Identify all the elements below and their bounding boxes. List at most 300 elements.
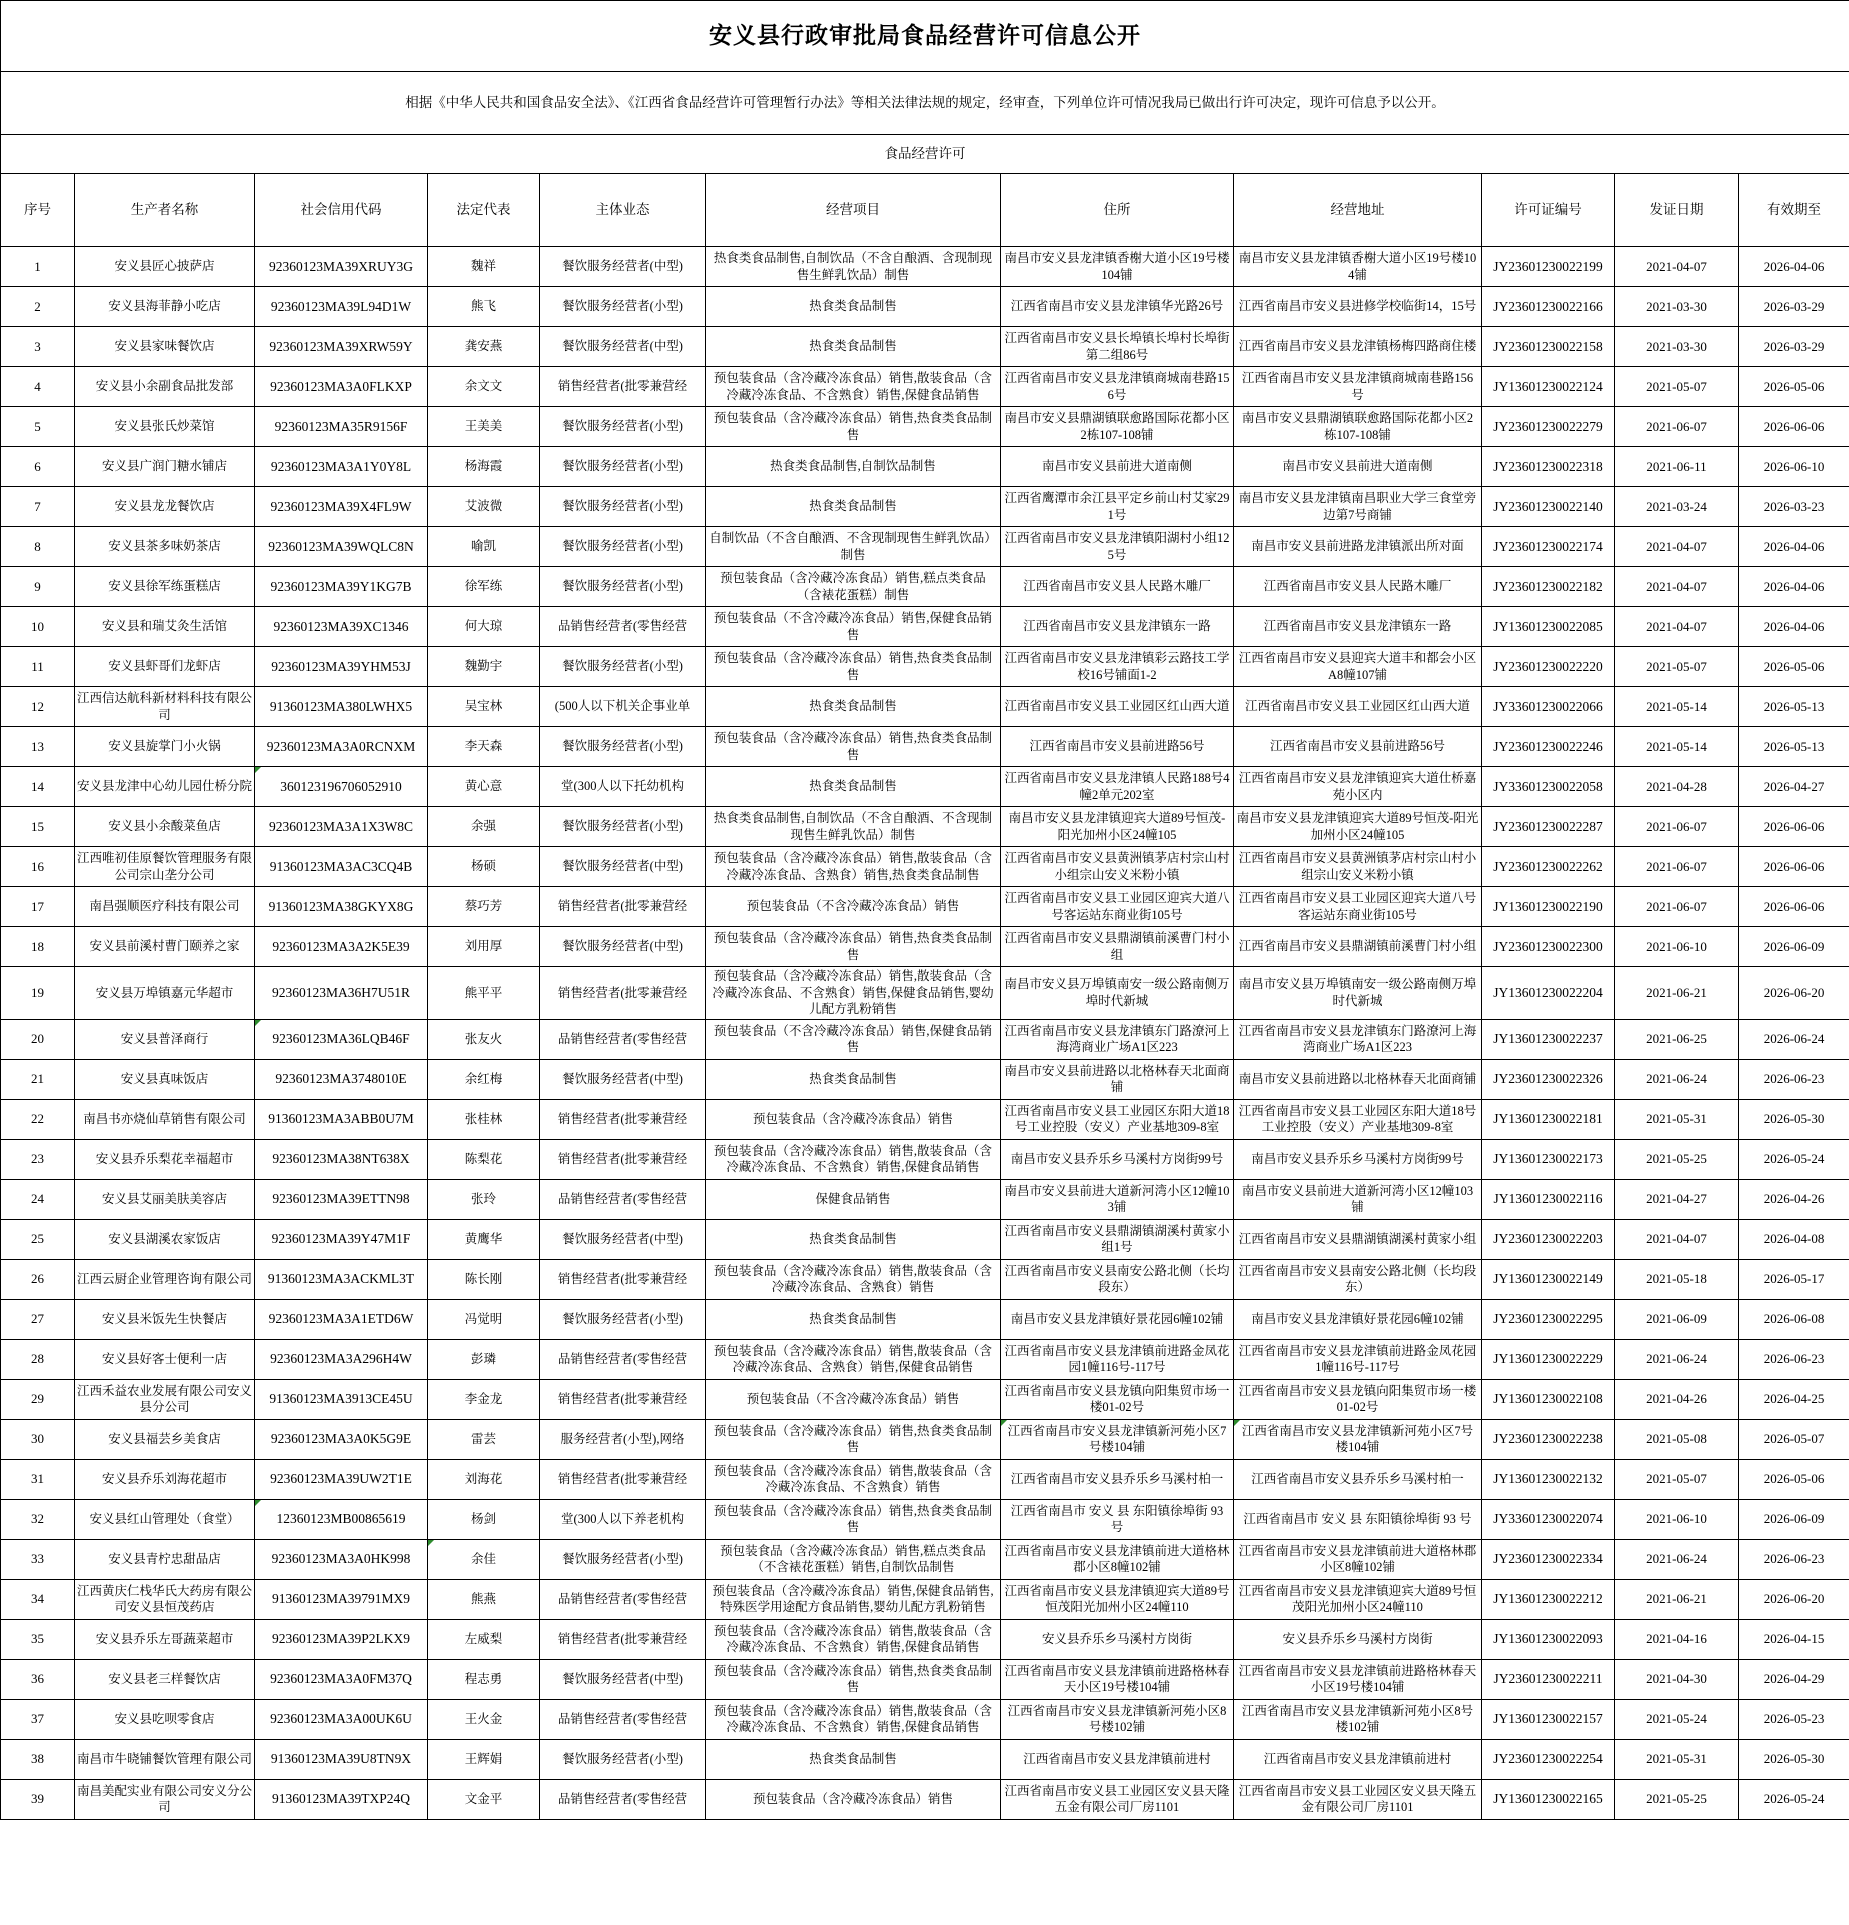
cell-rep: 王美美 — [428, 407, 540, 447]
cell-biz-addr: 江西省南昌市 安义 县 东阳镇徐埠街 93 号 — [1234, 1499, 1482, 1539]
cell-rep: 杨海霞 — [428, 447, 540, 487]
cell-code: 92360123MA36H7U51R — [255, 967, 428, 1020]
column-header-business-items: 经营项目 — [706, 174, 1001, 247]
cell-no: 29 — [1, 1379, 75, 1419]
cell-type: 餐饮服务经营者(小型) — [540, 287, 706, 327]
cell-items: 热食类食品制售 — [706, 687, 1001, 727]
cell-no: 28 — [1, 1339, 75, 1379]
cell-items: 预包装食品（含冷藏冷冻食品）销售,散装食品（含冷藏冷冻食品、不含熟食）销售,保健食品销售 — [706, 1139, 1001, 1179]
cell-items: 预包装食品（含冷藏冷冻食品）销售,散装食品（含冷藏冷冻食品、含熟食）销售 — [706, 1259, 1001, 1299]
cell-name: 安义县老三样餐饮店 — [75, 1659, 255, 1699]
cell-license: JY33601230022058 — [1482, 767, 1615, 807]
cell-no: 1 — [1, 247, 75, 287]
cell-license: JY13601230022165 — [1482, 1779, 1615, 1819]
table-row — [1, 1219, 1849, 1259]
cell-rep: 蔡巧芳 — [428, 887, 540, 927]
cell-expire: 2026-04-27 — [1739, 767, 1849, 807]
cell-comment-marker — [255, 767, 261, 773]
cell-addr: 南昌市安义县乔乐乡马溪村方岗街99号 — [1001, 1139, 1234, 1179]
cell-addr: 江西省南昌市安义县龙津镇前进路金凤花园1幢116号-117号 — [1001, 1339, 1234, 1379]
section-title: 食品经营许可 — [1, 135, 1849, 174]
cell-expire: 2026-04-06 — [1739, 607, 1849, 647]
cell-items: 保健食品销售 — [706, 1179, 1001, 1219]
cell-code: 92360123MA39XC1346 — [255, 607, 428, 647]
cell-biz-addr: 南昌市安义县前进路龙津镇派出所对面 — [1234, 527, 1482, 567]
cell-license: JY33601230022074 — [1482, 1499, 1615, 1539]
cell-biz-addr: 南昌市安义县龙津镇迎宾大道89号恒茂-阳光加州小区24幢105 — [1234, 807, 1482, 847]
cell-no: 26 — [1, 1259, 75, 1299]
cell-code: 92360123MA38NT638X — [255, 1139, 428, 1179]
cell-issue: 2021-06-09 — [1615, 1299, 1739, 1339]
table-row — [1, 1179, 1849, 1219]
cell-rep: 艾波微 — [428, 487, 540, 527]
cell-type: 餐饮服务经营者(中型) — [540, 1219, 706, 1259]
cell-code: 92360123MA3A296H4W — [255, 1339, 428, 1379]
table-row — [1, 1299, 1849, 1339]
cell-items: 预包装食品（不含冷藏冷冻食品）销售,保健食品销售 — [706, 1019, 1001, 1059]
cell-issue: 2021-05-18 — [1615, 1259, 1739, 1299]
cell-license: JY23601230022140 — [1482, 487, 1615, 527]
cell-expire: 2026-04-08 — [1739, 1219, 1849, 1259]
cell-items: 预包装食品（含冷藏冷冻食品）销售,热食类食品制售 — [706, 1659, 1001, 1699]
cell-biz-addr: 江西省南昌市安义县龙津镇新河苑小区7号楼104铺 — [1234, 1419, 1482, 1459]
cell-no: 34 — [1, 1579, 75, 1619]
cell-rep: 文金平 — [428, 1779, 540, 1819]
cell-license: JY13601230022108 — [1482, 1379, 1615, 1419]
cell-expire: 2026-05-24 — [1739, 1139, 1849, 1179]
cell-issue: 2021-04-07 — [1615, 1219, 1739, 1259]
cell-license: JY13601230022204 — [1482, 967, 1615, 1020]
cell-license: JY13601230022190 — [1482, 887, 1615, 927]
cell-name: 安义县真味饭店 — [75, 1059, 255, 1099]
cell-rep: 彭璘 — [428, 1339, 540, 1379]
table-row — [1, 647, 1849, 687]
cell-rep: 余文文 — [428, 367, 540, 407]
cell-name: 安义县艾丽美肤美容店 — [75, 1179, 255, 1219]
cell-biz-addr: 江西省南昌市安义县龙津镇商城南巷路156号 — [1234, 367, 1482, 407]
cell-items: 热食类食品制售,自制饮品（不含自酿酒、含现制现售生鲜乳饮品）制售 — [706, 247, 1001, 287]
cell-addr: 江西省南昌市安义县乔乐乡马溪村柏一 — [1001, 1459, 1234, 1499]
cell-biz-addr: 江西省南昌市安义县龙津镇杨梅四路商住楼 — [1234, 327, 1482, 367]
cell-no: 27 — [1, 1299, 75, 1339]
cell-issue: 2021-05-07 — [1615, 1459, 1739, 1499]
cell-expire: 2026-03-29 — [1739, 287, 1849, 327]
cell-issue: 2021-04-07 — [1615, 567, 1739, 607]
cell-items: 预包装食品（含冷藏冷冻食品）销售 — [706, 1779, 1001, 1819]
cell-code: 92360123MA3A0FM37Q — [255, 1659, 428, 1699]
cell-expire: 2026-06-08 — [1739, 1299, 1849, 1339]
cell-name: 江西禾益农业发展有限公司安义县分公司 — [75, 1379, 255, 1419]
cell-license: JY13601230022157 — [1482, 1699, 1615, 1739]
cell-no: 7 — [1, 487, 75, 527]
cell-items: 预包装食品（含冷藏冷冻食品）销售,散装食品（含冷藏冷冻食品、含熟食）销售,热食类食品制售 — [706, 847, 1001, 887]
cell-rep: 杨剑 — [428, 1499, 540, 1539]
cell-code: 91360123MA3ABB0U7M — [255, 1099, 428, 1139]
cell-addr: 江西省南昌市安义县龙津镇新河苑小区8号楼102铺 — [1001, 1699, 1234, 1739]
cell-type: 餐饮服务经营者(小型) — [540, 1739, 706, 1779]
cell-code: 92360123MA36LQB46F — [255, 1019, 428, 1059]
cell-license: JY13601230022173 — [1482, 1139, 1615, 1179]
cell-items: 热食类食品制售 — [706, 1299, 1001, 1339]
table-row — [1, 687, 1849, 727]
cell-rep: 李天森 — [428, 727, 540, 767]
cell-no: 38 — [1, 1739, 75, 1779]
cell-license: JY23601230022220 — [1482, 647, 1615, 687]
cell-code: 91360123MA3913CE45U — [255, 1379, 428, 1419]
table-row — [1, 967, 1849, 1020]
cell-addr: 江西省南昌市安义县前进路56号 — [1001, 727, 1234, 767]
cell-expire: 2026-05-23 — [1739, 1699, 1849, 1739]
cell-type: 堂(300人以下养老机构 — [540, 1499, 706, 1539]
cell-name: 安义县好客士便利一店 — [75, 1339, 255, 1379]
cell-expire: 2026-04-15 — [1739, 1619, 1849, 1659]
cell-no: 21 — [1, 1059, 75, 1099]
cell-code: 92360123MA3A0HK998 — [255, 1539, 428, 1579]
cell-biz-addr: 江西省南昌市安义县工业园区迎宾大道八号客运站东商业街105号 — [1234, 887, 1482, 927]
cell-addr: 南昌市安义县龙津镇迎宾大道89号恒茂-阳光加州小区24幢105 — [1001, 807, 1234, 847]
cell-items: 预包装食品（含冷藏冷冻食品）销售,散装食品（含冷藏冷冻食品、不含熟食）销售,保健食品销售 — [706, 1699, 1001, 1739]
table-row — [1, 887, 1849, 927]
table-row — [1, 1659, 1849, 1699]
cell-name: 安义县乔乐刘海花超市 — [75, 1459, 255, 1499]
cell-biz-addr: 江西省南昌市安义县龙津镇前进路金凤花园1幢116号-117号 — [1234, 1339, 1482, 1379]
column-header-valid-until: 有效期至 — [1739, 174, 1849, 247]
cell-biz-addr: 江西省南昌市安义县龙津镇新河苑小区8号楼102铺 — [1234, 1699, 1482, 1739]
cell-addr: 江西省南昌市安义县龙津镇彩云路技工学校16号铺面1-2 — [1001, 647, 1234, 687]
column-header-legal-rep: 法定代表 — [428, 174, 540, 247]
cell-expire: 2026-06-06 — [1739, 407, 1849, 447]
cell-no: 32 — [1, 1499, 75, 1539]
cell-issue: 2021-05-14 — [1615, 687, 1739, 727]
cell-items: 热食类食品制售 — [706, 1219, 1001, 1259]
cell-issue: 2021-04-07 — [1615, 247, 1739, 287]
cell-license: JY23601230022174 — [1482, 527, 1615, 567]
cell-items: 预包装食品（不含冷藏冷冻食品）销售 — [706, 887, 1001, 927]
table-row — [1, 1579, 1849, 1619]
cell-rep: 何大琼 — [428, 607, 540, 647]
cell-addr: 江西省南昌市安义县龙津镇前进大道格林郡小区8幢102铺 — [1001, 1539, 1234, 1579]
cell-expire: 2026-05-13 — [1739, 727, 1849, 767]
cell-expire: 2026-06-23 — [1739, 1339, 1849, 1379]
cell-type: 餐饮服务经营者(小型) — [540, 567, 706, 607]
table-row — [1, 727, 1849, 767]
cell-biz-addr: 南昌市安义县龙津镇香榭大道小区19号楼104铺 — [1234, 247, 1482, 287]
cell-license: JY23601230022158 — [1482, 327, 1615, 367]
cell-name: 安义县前溪村曹门颐养之家 — [75, 927, 255, 967]
cell-name: 安义县米饭先生快餐店 — [75, 1299, 255, 1339]
cell-name: 安义县万埠镇嘉元华超市 — [75, 967, 255, 1020]
table-row — [1, 767, 1849, 807]
cell-biz-addr: 江西省南昌市安义县龙津镇迎宾大道89号恒茂阳光加州小区24幢110 — [1234, 1579, 1482, 1619]
cell-items: 热食类食品制售 — [706, 767, 1001, 807]
cell-license: JY23601230022203 — [1482, 1219, 1615, 1259]
column-header-business-address: 经营地址 — [1234, 174, 1482, 247]
cell-biz-addr: 南昌市安义县龙津镇好景花园6幢102铺 — [1234, 1299, 1482, 1339]
cell-addr: 江西省南昌市安义县工业园区红山西大道 — [1001, 687, 1234, 727]
cell-name: 安义县乔乐左哥蔬菜超市 — [75, 1619, 255, 1659]
cell-type: 餐饮服务经营者(中型) — [540, 927, 706, 967]
cell-addr: 江西省南昌市安义县工业园区安义县天隆五金有限公司厂房1101 — [1001, 1779, 1234, 1819]
cell-addr: 南昌市安义县龙津镇香榭大道小区19号楼104铺 — [1001, 247, 1234, 287]
table-row — [1, 1259, 1849, 1299]
intro-note: 相据《中华人民共和国食品安全法》、《江西省食品经营许可管理暂行办法》等相关法律法规的规定，经审查，下列单位许可情况我局已做出行许可决定，现许可信息予以公开。 — [1, 72, 1849, 135]
cell-type: 销售经营者(批零兼营经 — [540, 967, 706, 1020]
cell-no: 16 — [1, 847, 75, 887]
cell-type: 品销售经营者(零售经营 — [540, 1579, 706, 1619]
cell-issue: 2021-06-21 — [1615, 967, 1739, 1020]
cell-items: 预包装食品（含冷藏冷冻食品）销售,糕点类食品（不含裱花蛋糕）销售,自制饮品制售 — [706, 1539, 1001, 1579]
cell-code: 91360123MA3ACKML3T — [255, 1259, 428, 1299]
cell-expire: 2026-06-06 — [1739, 847, 1849, 887]
cell-issue: 2021-04-26 — [1615, 1379, 1739, 1419]
table-row — [1, 407, 1849, 447]
cell-license: JY23601230022182 — [1482, 567, 1615, 607]
cell-issue: 2021-06-21 — [1615, 1579, 1739, 1619]
cell-items: 预包装食品（含冷藏冷冻食品）销售,热食类食品制售 — [706, 407, 1001, 447]
cell-comment-marker — [255, 1020, 261, 1026]
cell-name: 安义县海菲静小吃店 — [75, 287, 255, 327]
cell-comment-marker — [255, 1500, 261, 1506]
cell-addr: 江西省南昌市安义县鼎湖镇湖溪村黄家小组1号 — [1001, 1219, 1234, 1259]
cell-addr: 南昌市安义县前进大道南侧 — [1001, 447, 1234, 487]
cell-rep: 熊平平 — [428, 967, 540, 1020]
cell-items: 预包装食品（不含冷藏冷冻食品）销售,保健食品销售 — [706, 607, 1001, 647]
cell-expire: 2026-05-07 — [1739, 1419, 1849, 1459]
cell-biz-addr: 南昌市安义县前进大道新河湾小区12幢103铺 — [1234, 1179, 1482, 1219]
cell-biz-addr: 江西省南昌市安义县龙津镇东门路潦河上海湾商业广场A1区223 — [1234, 1019, 1482, 1059]
cell-no: 2 — [1, 287, 75, 327]
column-header-no: 序号 — [1, 174, 75, 247]
cell-biz-addr: 南昌市安义县鼎湖镇联愈路国际花都小区2栋107-108铺 — [1234, 407, 1482, 447]
cell-license: JY23601230022287 — [1482, 807, 1615, 847]
table-row — [1, 1099, 1849, 1139]
cell-name: 安义县旋掌门小火锅 — [75, 727, 255, 767]
cell-no: 10 — [1, 607, 75, 647]
cell-no: 20 — [1, 1019, 75, 1059]
cell-name: 江西黄庆仁栈华氏大药房有限公司安义县恒茂药店 — [75, 1579, 255, 1619]
cell-name: 南昌书亦烧仙草销售有限公司 — [75, 1099, 255, 1139]
cell-rep: 张玲 — [428, 1179, 540, 1219]
cell-code: 92360123MA39P2LKX9 — [255, 1619, 428, 1659]
cell-issue: 2021-06-11 — [1615, 447, 1739, 487]
cell-items: 预包装食品（含冷藏冷冻食品）销售,散装食品（含冷藏冷冻食品、不含熟食）销售,保健食品销售,婴幼儿配方乳粉销售 — [706, 967, 1001, 1020]
cell-rep: 余红梅 — [428, 1059, 540, 1099]
page-title: 安义县行政审批局食品经营许可信息公开 — [1, 1, 1849, 72]
cell-rep: 余佳 — [428, 1539, 540, 1579]
cell-code: 92360123MA39YHM53J — [255, 647, 428, 687]
cell-name: 安义县普泽商行 — [75, 1019, 255, 1059]
cell-items: 热食类食品制售 — [706, 487, 1001, 527]
column-header-license-no: 许可证编号 — [1482, 174, 1615, 247]
cell-expire: 2026-06-24 — [1739, 1019, 1849, 1059]
cell-name: 安义县和瑞艾灸生活馆 — [75, 607, 255, 647]
cell-no: 31 — [1, 1459, 75, 1499]
cell-no: 37 — [1, 1699, 75, 1739]
cell-license: JY23601230022279 — [1482, 407, 1615, 447]
cell-items: 热食类食品制售,自制饮品制售 — [706, 447, 1001, 487]
cell-code: 92360123MA39ETTN98 — [255, 1179, 428, 1219]
cell-items: 预包装食品（含冷藏冷冻食品）销售,散装食品（含冷藏冷冻食品、不含熟食）销售,保健食品销售 — [706, 1619, 1001, 1659]
cell-addr: 江西省南昌市安义县工业园区迎宾大道八号客运站东商业街105号 — [1001, 887, 1234, 927]
cell-license: JY33601230022066 — [1482, 687, 1615, 727]
cell-expire: 2026-05-24 — [1739, 1779, 1849, 1819]
cell-no: 30 — [1, 1419, 75, 1459]
cell-expire: 2026-06-23 — [1739, 1059, 1849, 1099]
cell-issue: 2021-04-27 — [1615, 1179, 1739, 1219]
cell-license: JY23601230022254 — [1482, 1739, 1615, 1779]
cell-license: JY23601230022300 — [1482, 927, 1615, 967]
cell-license: JY23601230022199 — [1482, 247, 1615, 287]
table-row — [1, 847, 1849, 887]
cell-biz-addr: 南昌市安义县乔乐乡马溪村方岗街99号 — [1234, 1139, 1482, 1179]
table-header-row — [1, 174, 1849, 247]
cell-expire: 2026-06-23 — [1739, 1539, 1849, 1579]
cell-addr: 江西省南昌市安义县龙津镇华光路26号 — [1001, 287, 1234, 327]
cell-biz-addr: 江西省南昌市安义县龙津镇前进路格林春天小区19号楼104铺 — [1234, 1659, 1482, 1699]
table-body — [1, 247, 1849, 1820]
cell-expire: 2026-05-06 — [1739, 647, 1849, 687]
cell-addr: 江西省南昌市安义县工业园区东阳大道18号工业控股（安义）产业基地309-8室 — [1001, 1099, 1234, 1139]
cell-no: 39 — [1, 1779, 75, 1819]
cell-license: JY23601230022295 — [1482, 1299, 1615, 1339]
cell-type: 销售经营者(批零兼营经 — [540, 1379, 706, 1419]
cell-biz-addr: 南昌市安义县前进路以北格林春天北面商铺 — [1234, 1059, 1482, 1099]
cell-no: 36 — [1, 1659, 75, 1699]
cell-type: 餐饮服务经营者(小型) — [540, 407, 706, 447]
cell-expire: 2026-05-13 — [1739, 687, 1849, 727]
cell-code: 92360123MA3A0K5G9E — [255, 1419, 428, 1459]
cell-addr: 江西省南昌市安义县龙津镇前进路格林春天小区19号楼104铺 — [1001, 1659, 1234, 1699]
cell-items: 预包装食品（含冷藏冷冻食品）销售,散装食品（含冷藏冷冻食品、含熟食）销售,保健食品销售 — [706, 1339, 1001, 1379]
cell-issue: 2021-06-24 — [1615, 1539, 1739, 1579]
cell-issue: 2021-06-07 — [1615, 887, 1739, 927]
table-row — [1, 927, 1849, 967]
cell-expire: 2026-05-30 — [1739, 1099, 1849, 1139]
table-row — [1, 367, 1849, 407]
column-header-residence: 住所 — [1001, 174, 1234, 247]
cell-type: 餐饮服务经营者(中型) — [540, 247, 706, 287]
cell-code: 91360123MA39TXP24Q — [255, 1779, 428, 1819]
cell-items: 热食类食品制售 — [706, 287, 1001, 327]
cell-no: 15 — [1, 807, 75, 847]
cell-code: 92360123MA39XRUY3G — [255, 247, 428, 287]
cell-biz-addr: 江西省南昌市安义县鼎湖镇湖溪村黄家小组 — [1234, 1219, 1482, 1259]
cell-addr: 安义县乔乐乡马溪村方岗街 — [1001, 1619, 1234, 1659]
table-row — [1, 807, 1849, 847]
table-row — [1, 607, 1849, 647]
cell-code: 92360123MA39Y47M1F — [255, 1219, 428, 1259]
cell-name: 江西信达航科新材料科技有限公司 — [75, 687, 255, 727]
cell-code: 92360123MA39XRW59Y — [255, 327, 428, 367]
cell-no: 35 — [1, 1619, 75, 1659]
cell-type: 销售经营者(批零兼营经 — [540, 1099, 706, 1139]
cell-addr: 南昌市安义县龙津镇好景花园6幢102铺 — [1001, 1299, 1234, 1339]
table-row — [1, 1419, 1849, 1459]
cell-biz-addr: 南昌市安义县龙津镇南昌职业大学三食堂旁边第7号商铺 — [1234, 487, 1482, 527]
cell-items: 热食类食品制售 — [706, 1059, 1001, 1099]
cell-items: 预包装食品（含冷藏冷冻食品）销售 — [706, 1099, 1001, 1139]
cell-issue: 2021-06-07 — [1615, 407, 1739, 447]
cell-addr: 江西省南昌市安义县人民路木雕厂 — [1001, 567, 1234, 607]
cell-addr: 江西省南昌市安义县龙津镇前进村 — [1001, 1739, 1234, 1779]
cell-no: 12 — [1, 687, 75, 727]
cell-items: 热食类食品制售,自制饮品（不含自酿酒、不含现制现售生鲜乳饮品）制售 — [706, 807, 1001, 847]
cell-issue: 2021-05-25 — [1615, 1139, 1739, 1179]
cell-license: JY13601230022212 — [1482, 1579, 1615, 1619]
cell-biz-addr: 江西省南昌市安义县龙津镇前进村 — [1234, 1739, 1482, 1779]
cell-code: 92360123MA3A1ETD6W — [255, 1299, 428, 1339]
table-row — [1, 1059, 1849, 1099]
cell-issue: 2021-03-30 — [1615, 287, 1739, 327]
cell-expire: 2026-06-09 — [1739, 927, 1849, 967]
cell-code: 91360123MA3AC3CQ4B — [255, 847, 428, 887]
cell-items: 热食类食品制售 — [706, 327, 1001, 367]
cell-issue: 2021-06-07 — [1615, 807, 1739, 847]
cell-biz-addr: 江西省南昌市安义县鼎湖镇前溪曹门村小组 — [1234, 927, 1482, 967]
cell-code: 92360123MA3A0FLKXP — [255, 367, 428, 407]
table-row — [1, 1139, 1849, 1179]
cell-addr: 南昌市安义县万埠镇南安一级公路南侧万埠时代新城 — [1001, 967, 1234, 1020]
cell-addr: 江西省南昌市安义县龙津镇阳湖村小组125号 — [1001, 527, 1234, 567]
cell-type: 品销售经营者(零售经营 — [540, 1699, 706, 1739]
cell-rep: 张桂林 — [428, 1099, 540, 1139]
cell-biz-addr: 江西省南昌市安义县南安公路北侧（长均段东） — [1234, 1259, 1482, 1299]
cell-no: 18 — [1, 927, 75, 967]
table-row — [1, 447, 1849, 487]
cell-biz-addr: 江西省南昌市安义县乔乐乡马溪村柏一 — [1234, 1459, 1482, 1499]
cell-items: 预包装食品（含冷藏冷冻食品）销售,散装食品（含冷藏冷冻食品、不含熟食）销售,保健食品销售 — [706, 367, 1001, 407]
cell-items: 预包装食品（含冷藏冷冻食品）销售,糕点类食品（含裱花蛋糕）制售 — [706, 567, 1001, 607]
cell-items: 自制饮品（不含自酿酒、不含现制现售生鲜乳饮品）制售 — [706, 527, 1001, 567]
cell-comment-marker — [1001, 1420, 1007, 1426]
cell-code: 92360123MA3A2K5E39 — [255, 927, 428, 967]
cell-addr: 江西省南昌市安义县龙津镇商城南巷路156号 — [1001, 367, 1234, 407]
cell-items: 预包装食品（含冷藏冷冻食品）销售,热食类食品制售 — [706, 727, 1001, 767]
cell-no: 14 — [1, 767, 75, 807]
cell-rep: 张友火 — [428, 1019, 540, 1059]
cell-biz-addr: 江西省南昌市安义县人民路木雕厂 — [1234, 567, 1482, 607]
cell-biz-addr: 江西省南昌市安义县工业园区东阳大道18号工业控股（安义）产业基地309-8室 — [1234, 1099, 1482, 1139]
cell-issue: 2021-05-07 — [1615, 647, 1739, 687]
cell-type: 品销售经营者(零售经营 — [540, 607, 706, 647]
table-row — [1, 1019, 1849, 1059]
cell-no: 4 — [1, 367, 75, 407]
cell-code: 92360123MA3A1X3W8C — [255, 807, 428, 847]
cell-rep: 王辉娟 — [428, 1739, 540, 1779]
cell-name: 安义县匠心披萨店 — [75, 247, 255, 287]
cell-license: JY13601230022124 — [1482, 367, 1615, 407]
cell-type: 品销售经营者(零售经营 — [540, 1339, 706, 1379]
cell-license: JY13601230022085 — [1482, 607, 1615, 647]
cell-name: 南昌市牛晓铺餐饮管理有限公司 — [75, 1739, 255, 1779]
cell-name: 安义县张氏炒菜馆 — [75, 407, 255, 447]
cell-addr: 江西省南昌市安义县鼎湖镇前溪曹门村小组 — [1001, 927, 1234, 967]
cell-issue: 2021-05-24 — [1615, 1699, 1739, 1739]
cell-biz-addr: 江西省南昌市安义县工业园区红山西大道 — [1234, 687, 1482, 727]
cell-no: 33 — [1, 1539, 75, 1579]
cell-issue: 2021-05-14 — [1615, 727, 1739, 767]
cell-license: JY23601230022211 — [1482, 1659, 1615, 1699]
cell-license: JY23601230022238 — [1482, 1419, 1615, 1459]
cell-license: JY13601230022116 — [1482, 1179, 1615, 1219]
column-header-business-type: 主体业态 — [540, 174, 706, 247]
cell-addr: 江西省南昌市安义县龙津镇迎宾大道89号恒茂阳光加州小区24幢110 — [1001, 1579, 1234, 1619]
cell-issue: 2021-06-24 — [1615, 1339, 1739, 1379]
cell-comment-marker — [1234, 1420, 1240, 1426]
cell-code: 92360123MA39L94D1W — [255, 287, 428, 327]
table-row — [1, 1339, 1849, 1379]
cell-items: 预包装食品（不含冷藏冷冻食品）销售 — [706, 1379, 1001, 1419]
